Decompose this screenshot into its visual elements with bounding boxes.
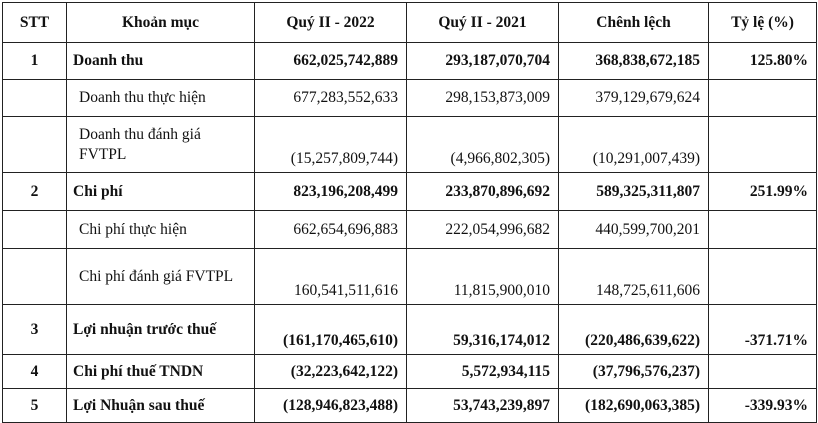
row-stt: 5 <box>3 389 67 423</box>
row-q2-2022: 823,196,208,499 <box>255 173 407 211</box>
row-ratio: 251.99% <box>709 173 817 211</box>
row-ratio <box>709 249 817 305</box>
table-row <box>3 305 817 355</box>
row-stt: 1 <box>3 43 67 80</box>
table-row <box>3 211 817 249</box>
row-ratio <box>709 211 817 249</box>
financial-table-page <box>2 2 816 413</box>
row-q2-2021: 59,316,174,012 <box>407 305 559 355</box>
row-q2-2021: 11,815,900,010 <box>407 249 559 305</box>
row-q2-2021: 53,743,239,897 <box>407 389 559 423</box>
header-ratio: Tỷ lệ (%) <box>709 3 817 43</box>
row-q2-2021: 293,187,070,704 <box>407 43 559 80</box>
row-item: Doanh thu đánh giá FVTPL <box>67 117 255 173</box>
row-item: Chi phí thực hiện <box>67 211 255 249</box>
row-q2-2022: 662,025,742,889 <box>255 43 407 80</box>
row-q2-2022: 662,654,696,883 <box>255 211 407 249</box>
row-ratio: 125.80% <box>709 43 817 80</box>
row-stt <box>3 211 67 249</box>
row-ratio: -339.93% <box>709 389 817 423</box>
table-row <box>3 173 817 211</box>
row-difference: 368,838,672,185 <box>559 43 709 80</box>
row-ratio <box>709 80 817 117</box>
row-difference: 379,129,679,624 <box>559 80 709 117</box>
table-row <box>3 43 817 80</box>
row-item: Lợi Nhuận sau thuế <box>67 389 255 423</box>
header-q2-2021: Quý II - 2021 <box>407 3 559 43</box>
row-item: Lợi nhuận trước thuế <box>67 305 255 355</box>
row-difference: 440,599,700,201 <box>559 211 709 249</box>
row-q2-2021: 298,153,873,009 <box>407 80 559 117</box>
row-q2-2022: (32,223,642,122) <box>255 355 407 389</box>
table-header-row <box>3 3 817 43</box>
header-stt: STT <box>3 3 67 43</box>
row-difference: 589,325,311,807 <box>559 173 709 211</box>
row-q2-2021: (4,966,802,305) <box>407 117 559 173</box>
row-item: Doanh thu <box>67 43 255 80</box>
row-difference: (220,486,639,622) <box>559 305 709 355</box>
row-ratio: -371.71% <box>709 305 817 355</box>
row-stt <box>3 249 67 305</box>
row-item: Chi phí đánh giá FVTPL <box>67 249 255 305</box>
row-q2-2022: 677,283,552,633 <box>255 80 407 117</box>
row-stt: 4 <box>3 355 67 389</box>
row-difference: (182,690,063,385) <box>559 389 709 423</box>
row-q2-2022: (15,257,809,744) <box>255 117 407 173</box>
row-ratio <box>709 355 817 389</box>
table-row <box>3 355 817 389</box>
table-row <box>3 117 817 173</box>
row-q2-2022: 160,541,511,616 <box>255 249 407 305</box>
header-q2-2022: Quý II - 2022 <box>255 3 407 43</box>
table-row <box>3 249 817 305</box>
row-item: Doanh thu thực hiện <box>67 80 255 117</box>
row-ratio <box>709 117 817 173</box>
row-stt <box>3 80 67 117</box>
row-difference: 148,725,611,606 <box>559 249 709 305</box>
row-q2-2021: 5,572,934,115 <box>407 355 559 389</box>
row-item: Chi phí thuế TNDN <box>67 355 255 389</box>
row-stt <box>3 117 67 173</box>
row-q2-2022: (161,170,465,610) <box>255 305 407 355</box>
row-stt: 3 <box>3 305 67 355</box>
table-row <box>3 80 817 117</box>
row-stt: 2 <box>3 173 67 211</box>
row-item: Chi phí <box>67 173 255 211</box>
financial-comparison-table <box>2 2 817 423</box>
row-difference: (37,796,576,237) <box>559 355 709 389</box>
header-difference: Chênh lệch <box>559 3 709 43</box>
header-item: Khoản mục <box>67 3 255 43</box>
row-difference: (10,291,007,439) <box>559 117 709 173</box>
row-q2-2021: 222,054,996,682 <box>407 211 559 249</box>
row-q2-2022: (128,946,823,488) <box>255 389 407 423</box>
table-row <box>3 389 817 423</box>
row-q2-2021: 233,870,896,692 <box>407 173 559 211</box>
